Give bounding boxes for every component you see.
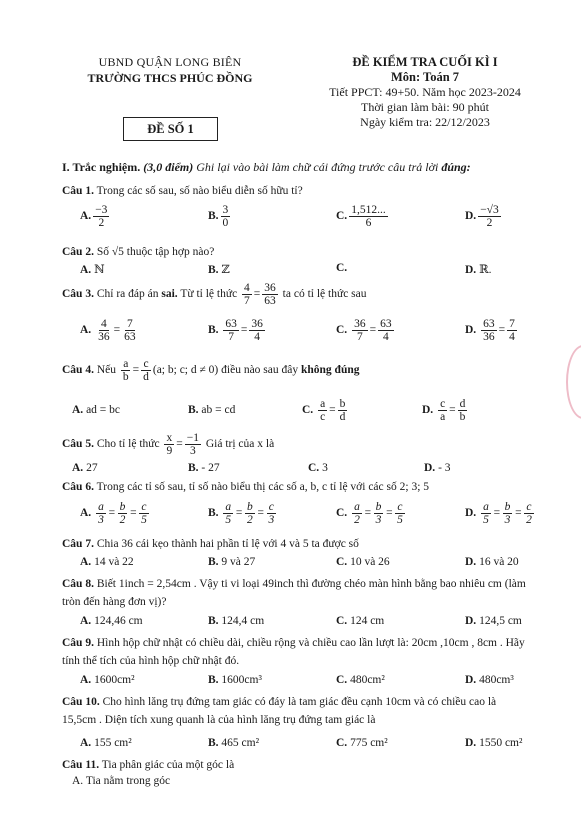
question-5: Câu 5. Cho tỉ lệ thức $\frac{x}{9}$ = $\frac{-1}{3}$ Giá trị của x là (62, 432, 275, 458)
exam-duration: Thời gian làm bài: 90 phút (361, 100, 489, 114)
section-title: I. Trắc nghiệm. (3,0 điểm) Ghi lại vào bài làm chữ cái đứng trước câu trả lời đúng: (62, 160, 471, 174)
question-2: Câu 2. Số √5 thuộc tập hợp nào? (62, 246, 215, 258)
exam-date: Ngày kiểm tra: 22/12/2023 (360, 115, 490, 129)
exam-subject: Môn: Toán 7 (390, 70, 460, 84)
exam-header (300, 55, 550, 130)
question-8: Câu 8. Biết 1inch = 2,54cm . Vậy ti vi loại 49inch thì đường chéo màn hình bằng bao nhiêu cm (làm tròn đến hàng đơn vị)? (62, 578, 526, 609)
exam-page: UBND QUẬN LONG BIÊN TRƯỜNG THCS PHÚC ĐỒNG ĐỀ SỐ 1 ĐỀ KIỂM TRA CUỐI KÌ I Môn: Toán 7 Tiết PPCT: 49+50. Năm học 2023-2024 Thời gian làm bài: 90 phút Ngày kiểm tra: 22/12/2023 I. Trắc nghiệm. (3,0 điểm) Ghi lại vào bài làm chữ cái đứng trước câu trả lời đúng: Câu 1. Trong các số sau, số nào biểu diễn số hữu tỉ? A. $\frac{-3}{2}$ B. $\frac{3}{0}$ C. $\frac{1,512...}{6}$ D. $\frac{-√3}{2}$ Câu 2. Số √5 thuộc tập hợp nào? A. ℕ B. ℤ C. D. ℝ. Câu 3. Chỉ ra đáp án sai. Từ tỉ lệ thức $\frac{4}{7}$ = $\frac{36}{63}$ ta có tỉ lệ thức sau A. $\frac{4}{36}$ = $\frac{7}{63}$ B. $\frac{63}{7}$ = $\frac{36}{4}$ C. $\frac{36}{7}$ = $\frac{63}{4}$ D. $\frac{63}{36}$ = $\frac{7}{4}$ Câu 4. Nếu $\frac{a}{b}$ = $\frac{c}{d}$ (a; b; c; d ≠ 0) điều nào sau đây không đúng A. ad = bc B. ab = cd C. $\frac{a}{c}$ = $\frac{b}{d}$ D. $\frac{c}{a}$ = $\frac{d}{b}$ Câu 5. Cho tỉ lệ thức $\frac{x}{9}$ = $\frac{-1}{3}$ Giá trị của x là A. 27 B. - 27 C. 3 D. - 3 Câu 6. Trong các tỉ số sau, tỉ số nào biểu thị các số a, b, c tỉ lệ với các số 2; 3; 5 A. $\frac{a}{3}$ = $\frac{b}{2}$ = $\frac{c}{5}$ B. $\frac{a}{5}$ = $\frac{b}{2}$ = $\frac{c}{3}$ C. $\frac{a}{2}$ = $\frac{b}{3}$ = $\frac{c}{5}$ D. $\frac{a}{5}$ = $\frac{b}{3}$ = $\frac{c}{2}$ Câu 7. Chia 36 cái kẹo thành hai phần tỉ lệ với 4 và 5 ta được số A. 14 và 22 B. 9 và 27 C. 10 và 26 D. 16 và 20 Câu 8. Biết 1inch = 2,54cm . Vậy ti vi loại 49inch thì đường chéo màn hình bằng bao nhiêu cm (làm tròn đến hàng đơn vị)? A. 124,46 cm B. 124,4 cm C. 124 cm D. 124,5 cm Câu 9. Hình hộp chữ nhật có chiều dài, chiều rộng và chiều cao lần lượt là: 20cm ,10cm , 8cm . Hãy tính thể tích của hình hộp chữ nhật đó. A. 1600cm² B. 1600cm³ C. 480cm² D. 480cm³ Câu 10. Cho hình lăng trụ đứng tam giác có đáy là tam giác đều cạnh 10cm và có chiều cao là 15,5cm . Diện tích xung quanh là của hình lăng trụ đứng tam giác là A. 155 cm² B. 465 cm² C. 775 cm² D. 1550 cm² Câu 11. Tia phân giác của một góc là A. Tia nằm trong góc (0, 0, 581, 829)
exam-code-box: ĐỀ SỐ 1 (123, 117, 218, 141)
district-name: UBND QUẬN LONG BIÊN (98, 55, 242, 69)
school-name: TRƯỜNG THCS PHÚC ĐỒNG (87, 71, 253, 85)
stamp-mark (566, 345, 581, 419)
question-11-option-a: A. Tia nằm trong góc (72, 775, 171, 787)
question-1: Câu 1. Trong các số sau, số nào biểu diễn số hữu tỉ? (62, 185, 303, 197)
exam-title: ĐỀ KIỂM TRA CUỐI KÌ I (352, 55, 498, 69)
question-9: Câu 9. Hình hộp chữ nhật có chiều dài, chiều rộng và chiều cao lần lượt là: 20cm ,10cm , 8cm . Hãy tính thể tích của hình hộp chữ nhật đó. (62, 637, 525, 668)
question-7: Câu 7. Chia 36 cái kẹo thành hai phần tỉ lệ với 4 và 5 ta được số (62, 538, 359, 550)
question-10: Câu 10. Cho hình lăng trụ đứng tam giác có đáy là tam giác đều cạnh 10cm và có chiều cao là 15,5cm . Diện tích xung quanh là của hình lăng trụ đứng tam giác là (62, 696, 497, 727)
exam-ppct: Tiết PPCT: 49+50. Năm học 2023-2024 (329, 85, 521, 99)
question-3: Câu 3. Chỉ ra đáp án sai. Từ tỉ lệ thức $\frac{4}{7}$ = $\frac{36}{63}$ ta có tỉ lệ thức sau (62, 282, 367, 308)
school-header (55, 55, 285, 86)
question-11: Câu 11. Tia phân giác của một góc là (62, 759, 235, 771)
question-6: Câu 6. Trong các tỉ số sau, tỉ số nào biểu thị các số a, b, c tỉ lệ với các số 2; 3; 5 (62, 481, 430, 493)
question-4: Câu 4. Nếu $\frac{a}{b}$ = $\frac{c}{d}$ (a; b; c; d ≠ 0) điều nào sau đây không đúng (62, 358, 360, 384)
